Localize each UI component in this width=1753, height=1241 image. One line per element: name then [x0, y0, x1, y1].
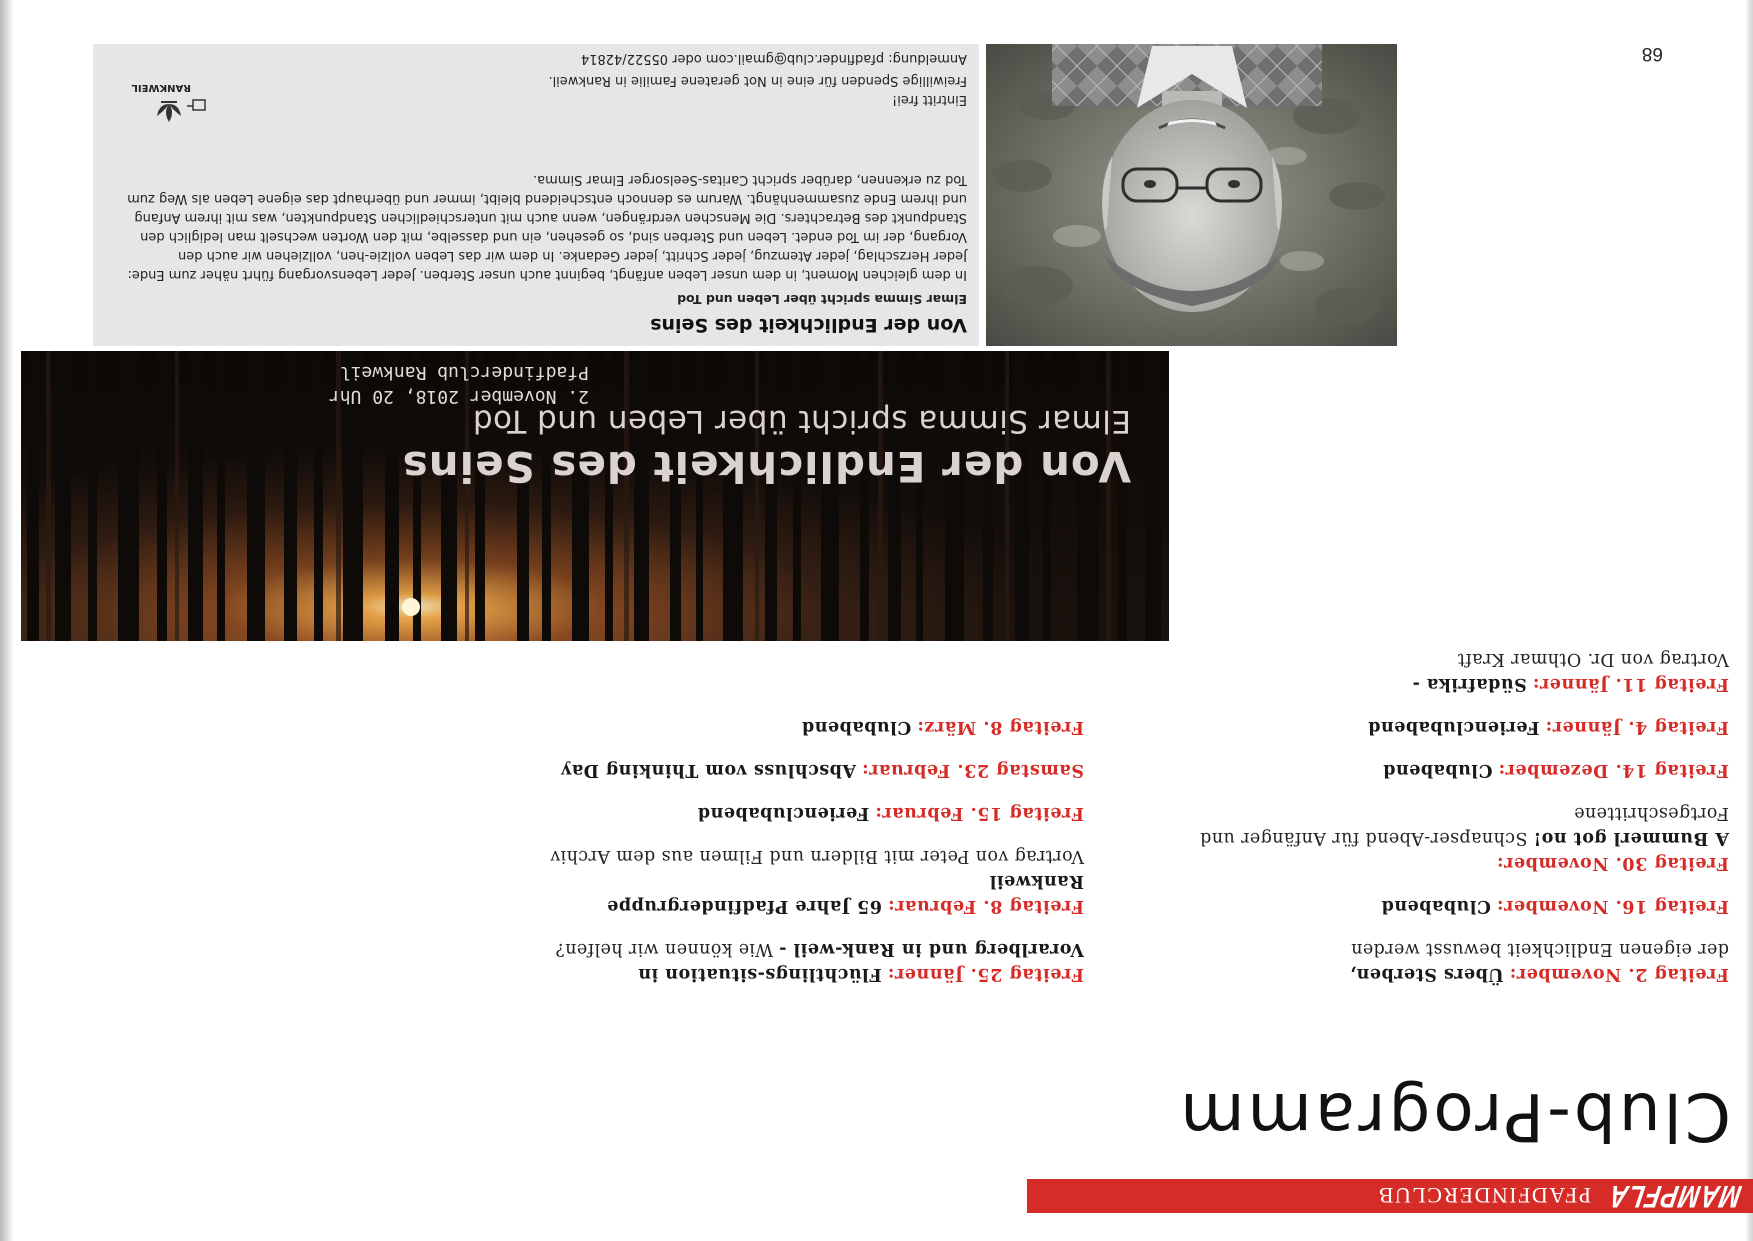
forest-sunset-image [21, 351, 1169, 641]
event-title: Abschluss vom Thinking Day [560, 760, 856, 780]
event-description: Vortrag von Peter mit Bildern und Filmen aus dem Archiv [550, 846, 1084, 866]
info-title: Von der Endlichkeit des Seins [650, 314, 967, 336]
scout-lily-icon [99, 92, 209, 126]
speaker-box [93, 44, 1397, 346]
banner-section-label: PFADFINDERCLUB [1377, 1183, 1591, 1208]
info-subtitle: Elmar Simma spricht über Leben und Tod [677, 292, 967, 307]
event-title: Übers Sterben, [1349, 964, 1504, 984]
event-item [1169, 714, 1729, 739]
section-banner [1027, 1179, 1753, 1213]
event-title: Ferienclubabend [1367, 717, 1540, 737]
event-item [1169, 936, 1729, 986]
event-title: Flüchtlings-situation in Vorarlberg und in Rank-weil - [637, 939, 1084, 984]
event-title: Südafrika - [1412, 674, 1527, 694]
event-date: Freitag 11. Jänner: [1532, 674, 1729, 694]
rankweil-logo [99, 78, 209, 126]
event-item [524, 800, 1084, 825]
page-number: 68 [1641, 43, 1663, 64]
events-column-right [524, 696, 1084, 986]
event-description: der eigenen Endlichkeit bewusst werden [1350, 939, 1729, 959]
event-date: Freitag 14. Dezember: [1498, 760, 1729, 780]
event-item [524, 843, 1084, 918]
event-description: Schnapser-Abend für Anfänger und Fortgeschrittene [1199, 803, 1729, 848]
event-item [1169, 757, 1729, 782]
admission-note: Eintritt frei! [892, 92, 967, 107]
event-date: Freitag 8. März: [916, 717, 1084, 737]
page-title: Club-Programm [1177, 1078, 1731, 1155]
speaker-portrait-image [986, 44, 1397, 346]
poster-organizer: Pfadfinderclub Rankweil [339, 362, 589, 383]
info-body-text: In dem gleichen Moment, in dem unser Leben anfängt, beginnt auch unser Sterben. Jeder Lebensvorgang führt näher zum Ende: Jeder Herzschlag, jeder Atemzug, jeder Schritt, jeder Gedanke. In dem wir das Leben vollzie-hen, vollziehen wir auch den Vorgang, der im Tod endet. Leben und Sterben sind, so gesehen, ein und dasselbe, mit den Worten wechselt man lediglich den Standpunkt des Betrachters. Die Menschen verdrängen, wenn auch mit unterschiedlichen Standpunkten, was mit ihrem Anfang und ihrem Ende zusammenhängt. Warum es dennoch entscheidend bleibt, immer und überhaupt das eigene Leben als Weg zum Tod zu erkennen, darüber spricht Caritas-Seelsorger Elmar Simma. [127, 172, 967, 282]
event-title: Clubabend [801, 717, 912, 737]
event-item [1169, 893, 1729, 918]
event-date: Freitag 8. Februar: [887, 896, 1084, 916]
poster-datetime: 2. November 2018, 20 Uhr [328, 386, 589, 407]
event-title: Clubabend [1381, 896, 1491, 916]
event-item [1169, 646, 1729, 696]
event-title: 65 Jahre Pfadfindergruppe Rankweil [606, 871, 1084, 916]
event-date: Freitag 30. November: [1496, 853, 1729, 873]
logo-wordmark: RANKWEIL [131, 82, 191, 93]
events-column-left [1169, 628, 1729, 986]
event-item [524, 757, 1084, 782]
speaker-photo [986, 44, 1397, 346]
event-description: Vortrag von Dr. Othmar Kraft [1457, 649, 1729, 669]
banner-brand: MAMPFLA [1605, 1178, 1745, 1214]
event-title: A Bummerl got no! [1533, 828, 1729, 848]
event-date: Freitag 4. Jänner: [1545, 717, 1729, 737]
event-item [1169, 800, 1729, 875]
event-date: Freitag 25. Jänner: [887, 964, 1084, 984]
event-poster [21, 351, 1169, 641]
event-item [524, 936, 1084, 986]
registration-contact: Anmeldung: pfadfinder.club@gmail.com oder 05522/42814 [580, 51, 967, 66]
event-title: Ferienclubabend [697, 803, 870, 823]
event-date: Freitag 2. November: [1509, 964, 1729, 984]
poster-title: Von der Endlichkeit des Seins [401, 442, 1131, 491]
event-date: Freitag 16. November: [1496, 896, 1729, 916]
event-date: Samstag 23. Februar: [861, 760, 1084, 780]
poster-subtitle: Elmar Simma spricht über Leben und Tod [472, 403, 1131, 439]
event-item [524, 714, 1084, 739]
event-date: Freitag 15. Februar: [874, 803, 1084, 823]
donation-note: Freiwillige Spenden für eine in Not geratene Familie in Rankweil. [548, 73, 967, 88]
speaker-info-panel [93, 44, 979, 346]
event-title: Clubabend [1382, 760, 1493, 780]
event-description: Wie können wir helfen? [555, 939, 774, 959]
